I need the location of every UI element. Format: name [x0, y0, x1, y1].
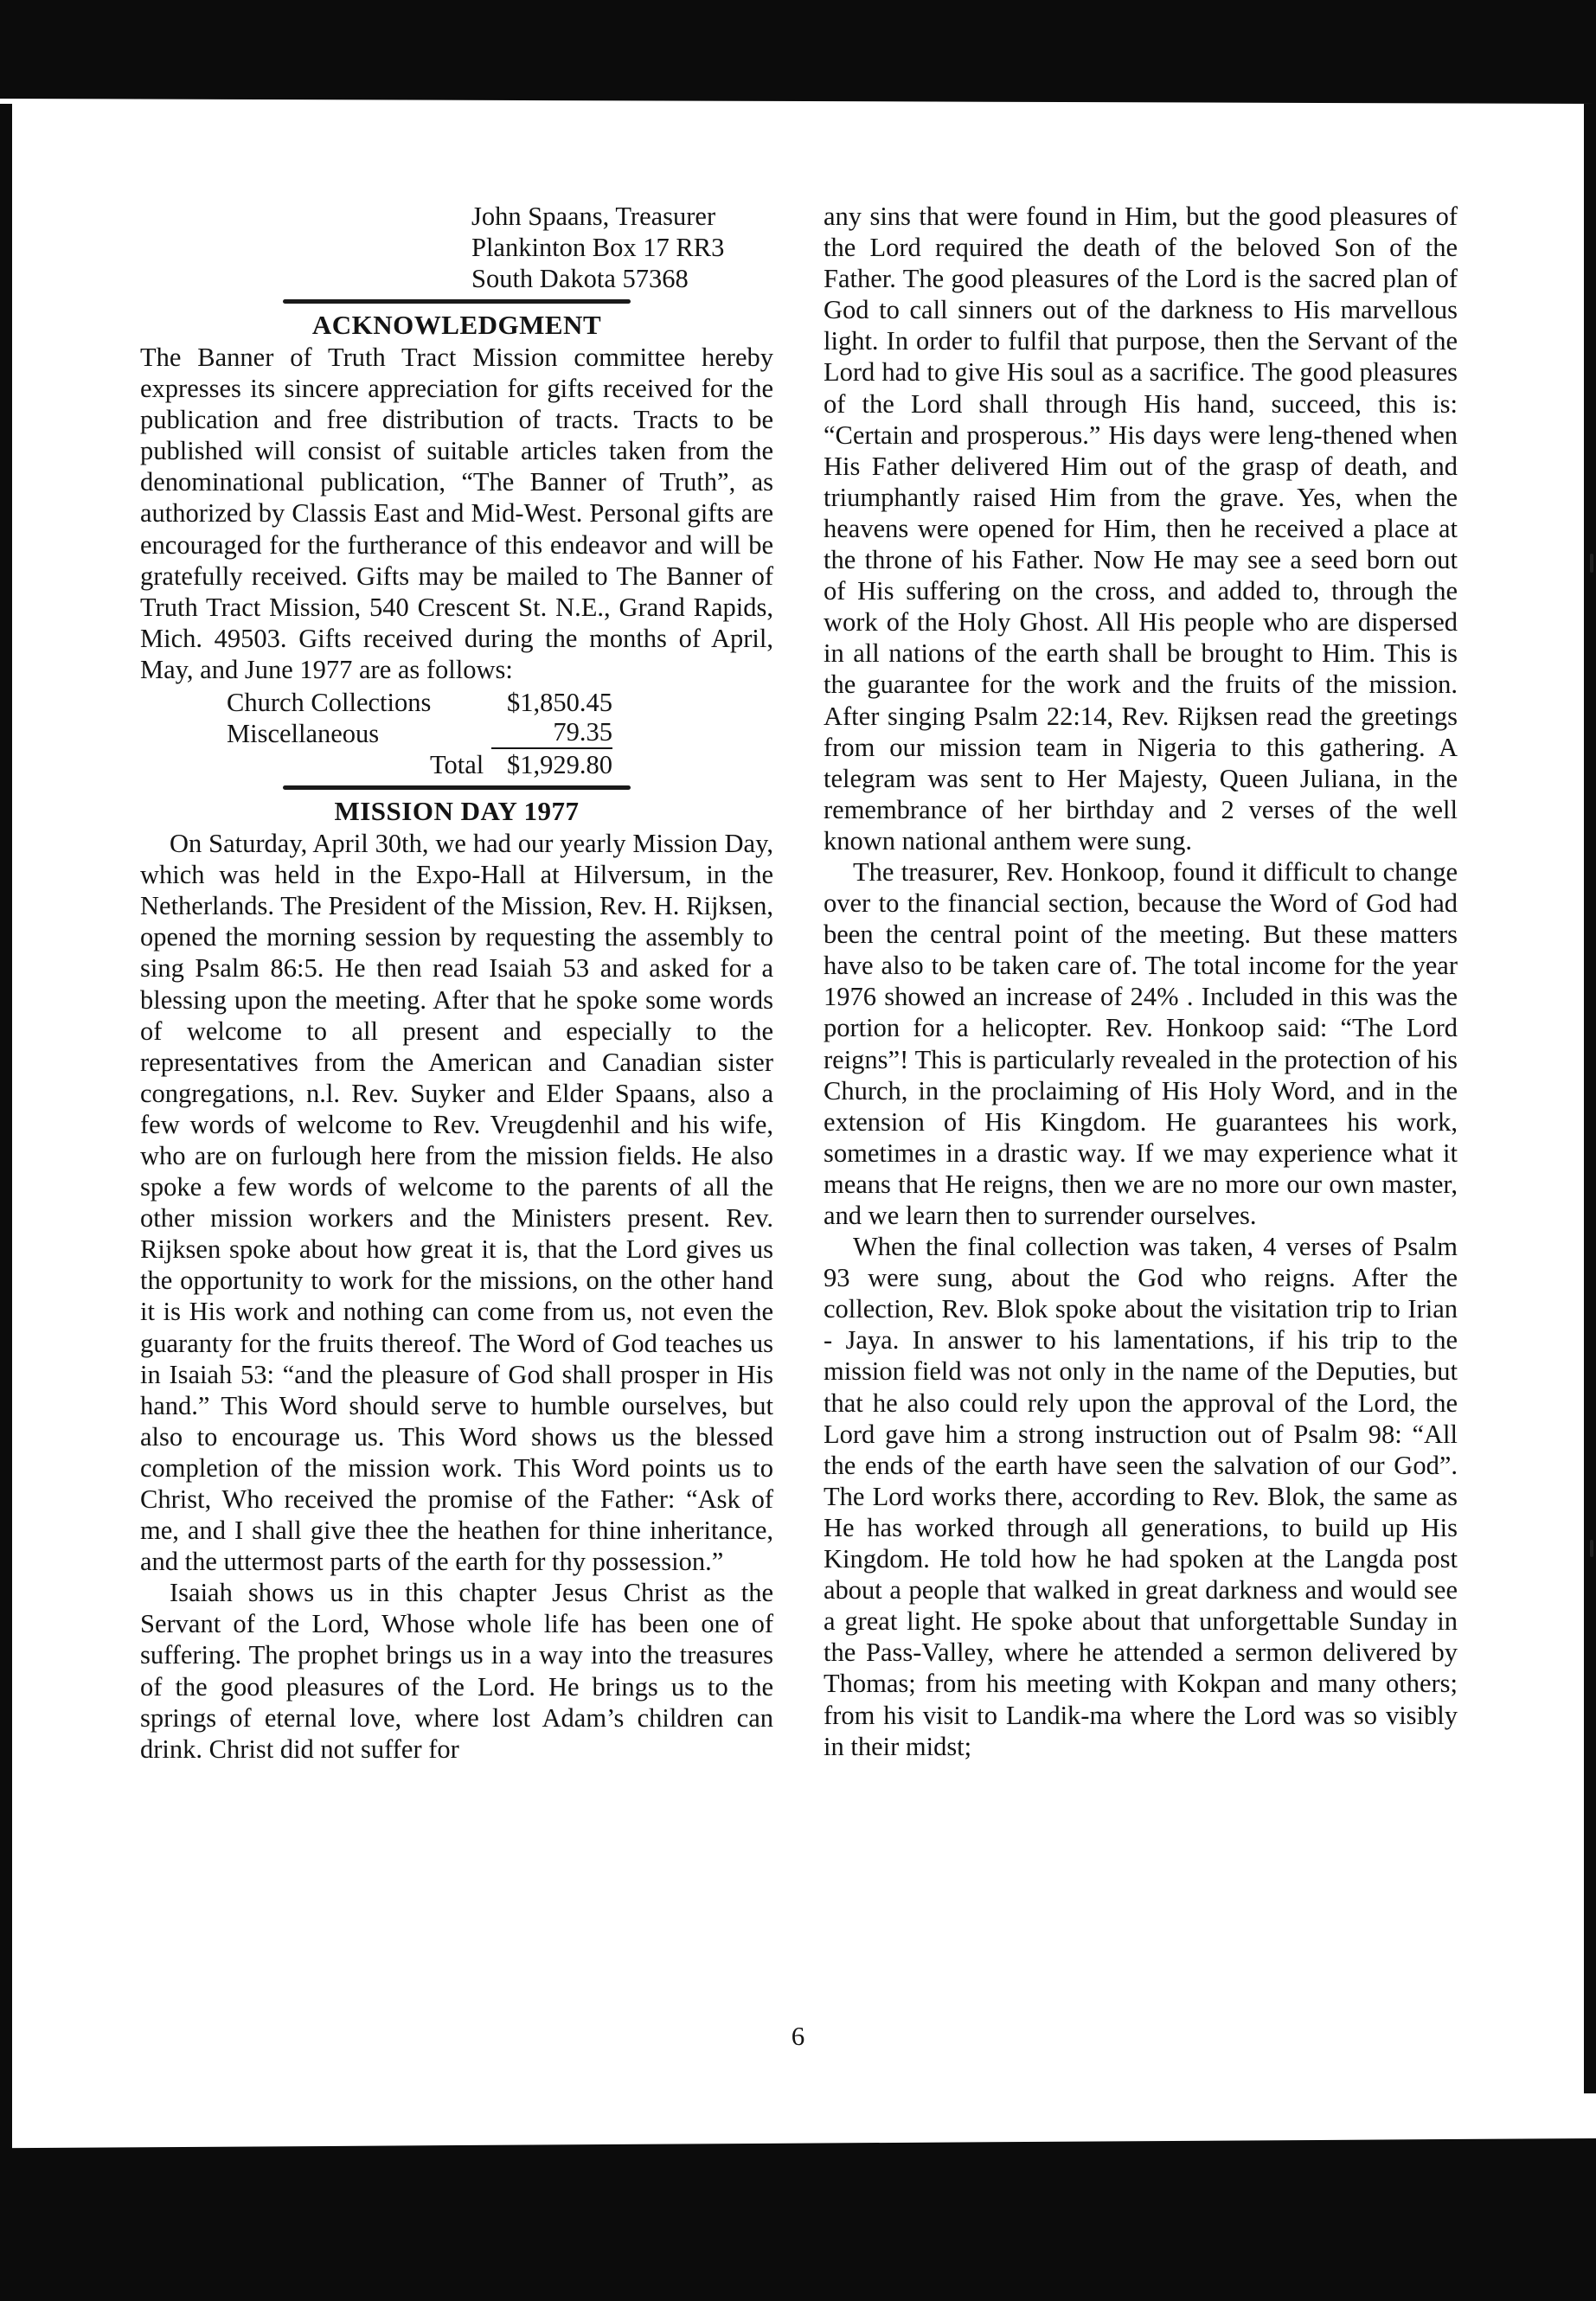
scan-border-top — [0, 0, 1596, 104]
gifts-total-amount: $1,929.80 — [507, 749, 612, 779]
address-line: Plankinton Box 17 RR3 — [471, 233, 725, 262]
gifts-label: Church Collections — [227, 687, 432, 717]
mission-day-heading: MISSION DAY 1977 — [334, 796, 580, 827]
scan-border-bottom — [0, 2138, 1596, 2301]
gifts-amount: $1,850.45 — [507, 687, 612, 717]
address-line: John Spaans, Treasurer — [471, 202, 716, 231]
gifts-total-row — [140, 749, 773, 780]
gifts-row — [140, 687, 773, 718]
section-divider — [283, 299, 631, 304]
mission-day-paragraph: When the final collection was taken, 4 verses of Psalm 93 were sung, about the God who reigns. After the collection, Rev. Blok spoke about the visitation trip to Irian - Jaya. In answer to his lamentations, if his trip to the mission field was not only in the name of the Deputies, but that he also could rely upon the approval of the Lord, the Lord gave him a strong instruction out of Psalm 98: “All the ends of the earth have seen the salvation of our God”. The Lord works there, according to Rev. Blok, the same as He has worked through all generations, to build up His Kingdom. He told how he had spoken at the Langda post about a people that walked in great darkness and would see a great light. He spoke about that unforgettable Sunday in the Pass-Valley, where he attended a sermon delivered by Thomas; from his meeting with Kokpan and many others; from his visit to Landik-ma where the Lord was so visibly in their midst; — [824, 1232, 1458, 1761]
section-divider — [283, 785, 631, 790]
scan-border-right — [1584, 104, 1596, 2093]
gifts-label: Miscellaneous — [227, 718, 380, 748]
gifts-amount: 79.35 — [491, 716, 612, 749]
page-number: 6 — [791, 2021, 805, 2051]
gifts-total-label: Total — [430, 749, 484, 779]
mission-day-paragraph: On Saturday, April 30th, we had our yearly Mission Day, which was held in the Expo-Hall at Hilversum, in the Netherlands. The President of the Mission, Rev. H. Rijksen, opened the morning session by requesting the assembly to sing Psalm 86:5. He then read Isaiah 53 and asked for a blessing upon the meeting. After that he spoke some words of welcome to all present and especially to the representatives from the American and Canadian sister congregations, n.l. Rev. Suyker and Elder Spaans, also a few words of welcome to Rev. Vreugdenhil and his wife, who are on furlough here from the mission fields. He also spoke a few words of welcome to the parents of all the other mission workers and the Ministers present. Rev. Rijksen spoke about how great it is, that the Lord gives us the opportunity to work for the missions, on the other hand it is His work and nothing can come from us, not even the guaranty for the fruits thereof. The Word of God teaches us in Isaiah 53: “and the pleasure of God shall prosper in His hand.” This Word should serve to humble ourselves, but also to encourage us. This Word shows us the blessed completion of the mission work. This Word points us to Christ, Who received the promise of the Father: “Ask of me, and I shall give thee the heathen for thine inheritance, and the uttermost parts of the earth for thy possession.” — [140, 829, 773, 1577]
right-column — [824, 201, 1458, 1762]
gifts-row — [140, 718, 773, 749]
left-column — [140, 201, 773, 1765]
mission-day-paragraph-continued: any sins that were found in Him, but the good pleasures of the Lord required the death of the beloved Son of the Father. The good pleasures of the Lord is the sacred plan of God to call sinners out of the darkness to His marvellous light. In order to fulfil that purpose, then the Servant of the Lord had to give His soul as a sacrifice. The good pleasures of the Lord shall through His hand, succeed, this is: “Certain and prosperous.” His days were leng-thened when His Father delivered Him out of the grasp of death, and triumphantly raised Him from the grave. Yes, when the heavens were opened for Him, then he received a place at the throne of his Father. Now He may see a seed born out of His suffering on the cross, and added to, through the work of the Holy Ghost. All His people who are dispersed in all nations of the earth shall be brought to Him. This is the guarantee for the work and the fruits of the mission. After singing Psalm 22:14, Rev. Rijksen read the greetings from our mission team in Nigeria to this gathering. A telegram was sent to Her Majesty, Queen Juliana, in the remembrance of her birthday and 2 verses of the well known national anthem were sung. — [824, 202, 1458, 856]
acknowledgment-heading: ACKNOWLEDGMENT — [311, 310, 602, 340]
gifts-table — [140, 687, 773, 780]
acknowledgment-body: The Banner of Truth Tract Mission committee hereby expresses its sincere appreciation for gifts received for the publication and free distribution of tracts. Tracts to be published will consist of suitable articles taken from the denominational publication, “The Banner of Truth”, as authorized by Classis East and Mid-West. Personal gifts are encouraged for the furtherance of this endeavor and will be gratefully received. Gifts may be mailed to The Banner of Truth Tract Mission, 540 Crescent St. N.E., Grand Rapids, Mich. 49503. Gifts received during the months of April, May, and June 1977 are as follows: — [140, 343, 773, 684]
scan-speck — [1590, 1540, 1593, 1557]
scan-speck — [1590, 554, 1593, 573]
address-line: South Dakota 57368 — [471, 264, 689, 293]
mission-day-paragraph: Isaiah shows us in this chapter Jesus Christ as the Servant of the Lord, Whose whole life has been one of suffering. The prophet brings us in a way into the treasures of the good pleasures of the Lord. He brings us to the springs of eternal love, where lost Adam’s children can drink. Christ did not suffer for — [140, 1578, 773, 1764]
mission-day-paragraph: The treasurer, Rev. Honkoop, found it difficult to change over to the financial section, because the Word of God had been the central point of the meeting. But these matters have also to be taken care of. The total income for the year 1976 showed an increase of 24% . Included in this was the portion for a helicopter. Rev. Honkoop said: “The Lord reigns”! This is particularly revealed in the protection of his Church, in the proclaiming of His Holy Word, and in the extension of His Kingdom. He guarantees his work, sometimes in a drastic way. If we may experience what it means that He reigns, then we are no more our own master, and we learn then to surrender ourselves. — [824, 856, 1458, 1230]
scan-border-left — [0, 104, 12, 2301]
treasurer-address — [140, 201, 773, 294]
